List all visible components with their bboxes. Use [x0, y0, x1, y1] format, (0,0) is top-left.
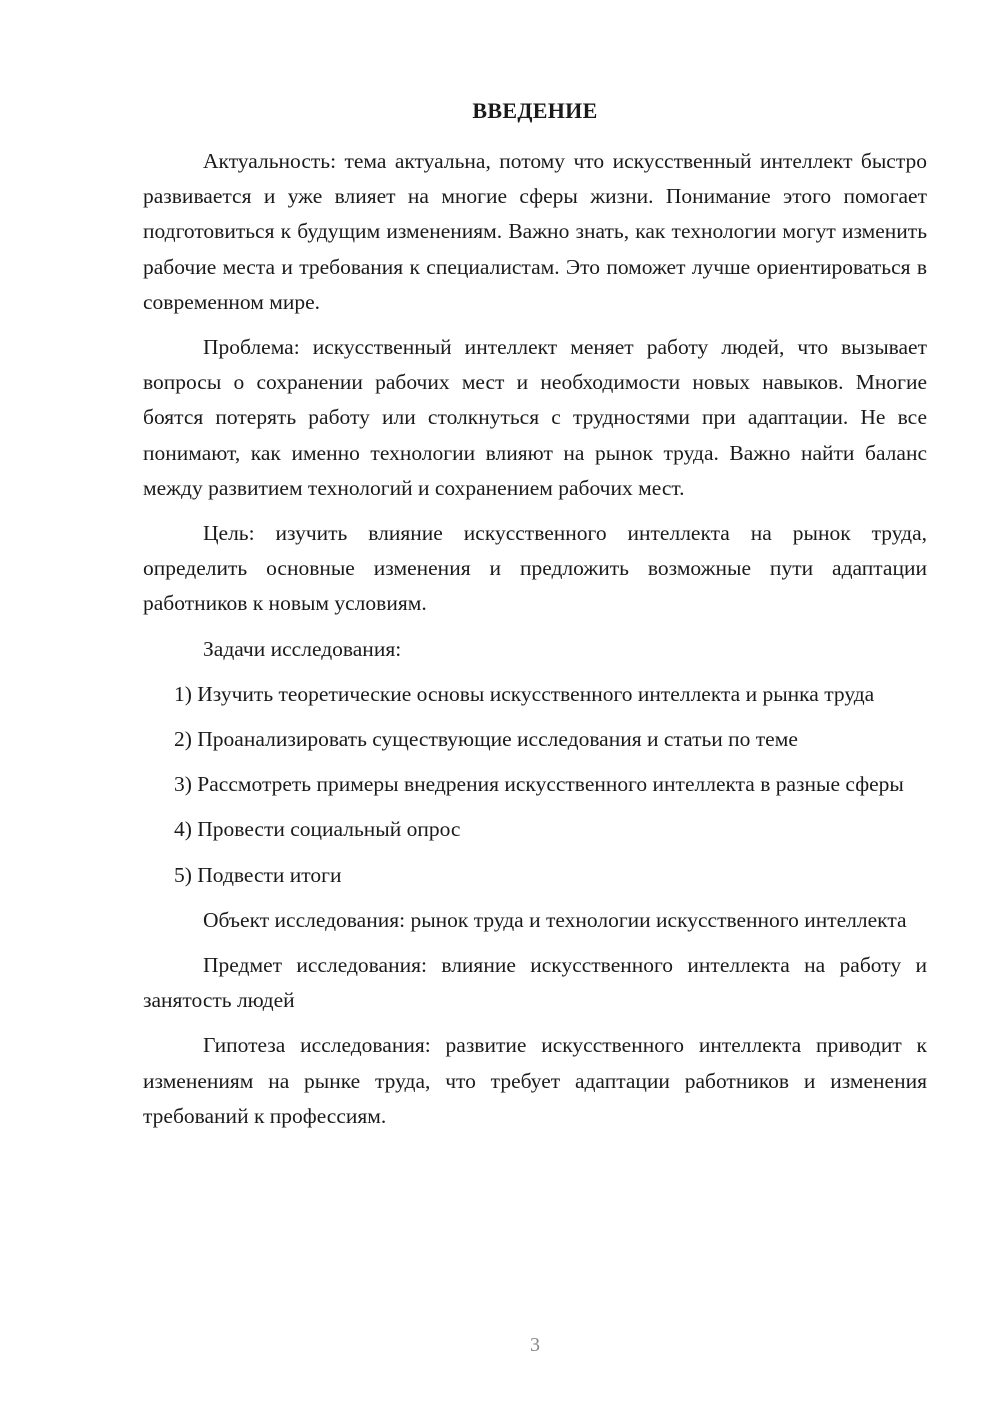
- problem-paragraph: Проблема: искусственный интеллект меняет работу людей, что вызывает вопросы о сохранении рабочих мест и необходимости новых навыков. Многие боятся потерять работу или столкнуться с трудностями при адаптации. Не все понимают, как именно технологии влияют на рынок труда. Важно найти баланс между развитием технологий и сохранением рабочих мест.: [143, 335, 927, 500]
- tasks-heading: Задачи исследования:: [203, 636, 402, 661]
- subject-paragraph: Предмет исследования: влияние искусственного интеллекта на работу и занятость людей: [143, 953, 927, 1013]
- task-item: 1) Изучить теоретические основы искусственного интеллекта и рынка труда: [174, 681, 875, 706]
- object-paragraph: Объект исследования: рынок труда и технологии искусственного интеллекта: [203, 907, 907, 932]
- section-title: ВВЕДЕНИЕ: [472, 98, 598, 123]
- page-number: 3: [530, 1334, 540, 1356]
- relevance-paragraph: Актуальность: тема актуальна, потому что искусственный интеллект быстро развивается и уже влияет на многие сферы жизни. Понимание этого помогает подготовиться к будущим изменениям. Важно знать, как технологии могут изменить рабочие места и требования к специалистам. Это поможет лучше ориентироваться в современном мире.: [143, 149, 927, 314]
- hypothesis-paragraph: Гипотеза исследования: развитие искусственного интеллекта приводит к изменениям на рынке труда, что требует адаптации работников и изменения требований к профессиям.: [143, 1033, 927, 1128]
- task-item: 4) Провести социальный опрос: [174, 817, 461, 842]
- task-item: 2) Проанализировать существующие исследования и статьи по теме: [174, 727, 798, 752]
- task-item: 3) Рассмотреть примеры внедрения искусственного интеллекта в разные сферы: [174, 772, 904, 797]
- goal-paragraph: Цель: изучить влияние искусственного интеллекта на рынок труда, определить основные изменения и предложить возможные пути адаптации работников к новым условиям.: [143, 521, 927, 616]
- task-item: 5) Подвести итоги: [174, 862, 342, 887]
- document-body: [143, 96, 927, 1134]
